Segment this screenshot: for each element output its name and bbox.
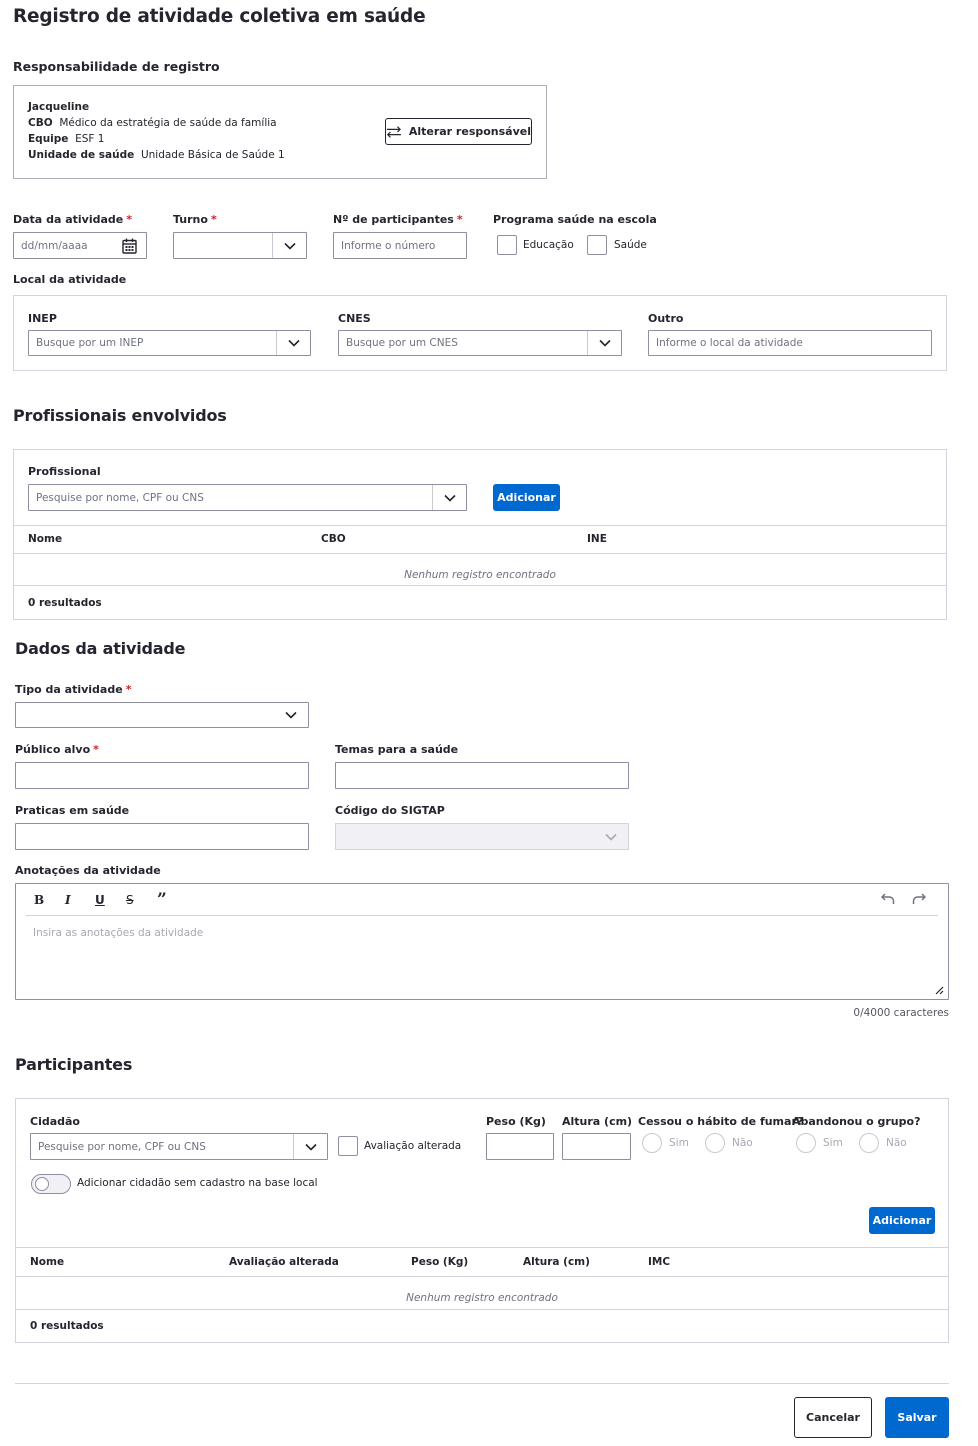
themes-input[interactable]	[335, 762, 629, 789]
quit-smoking-yes-radio[interactable]	[642, 1133, 662, 1153]
location-label: Local da atividade	[13, 273, 127, 286]
inep-dropdown-button[interactable]	[276, 331, 310, 355]
professional-dropdown-button[interactable]	[432, 485, 466, 510]
column-header-name[interactable]: Nome	[28, 533, 63, 545]
activity-type-label: Tipo da atividade *	[15, 683, 132, 696]
calendar-icon[interactable]	[122, 238, 137, 254]
shift-select[interactable]	[173, 232, 307, 259]
audience-input[interactable]	[15, 762, 309, 789]
no-registration-toggle[interactable]	[31, 1174, 71, 1194]
weight-input[interactable]	[486, 1133, 554, 1160]
swap-arrows-icon	[386, 125, 402, 139]
themes-label: Temas para a saúde	[335, 743, 459, 756]
citizen-label: Cidadão	[30, 1115, 80, 1128]
divider	[16, 1276, 948, 1277]
divider	[14, 585, 946, 586]
activity-type-dropdown-button[interactable]	[274, 703, 308, 727]
notes-label: Anotações da atividade	[15, 864, 161, 877]
column-header-ine[interactable]: INE	[587, 533, 607, 545]
save-button[interactable]: Salvar	[885, 1397, 949, 1438]
other-location-label: Outro	[648, 312, 684, 325]
left-group-yes-radio[interactable]	[796, 1133, 816, 1153]
quit-smoking-no-label: Não	[732, 1137, 753, 1149]
responsible-cbo: CBO Médico da estratégia de saúde da família	[28, 117, 277, 129]
height-label: Altura (cm)	[562, 1115, 633, 1128]
chevron-down-icon	[443, 491, 457, 505]
chevron-down-icon	[284, 708, 298, 722]
activity-type-select[interactable]	[15, 702, 309, 728]
change-responsible-button[interactable]: Alterar responsável	[385, 118, 532, 145]
responsible-name: Jacqueline	[28, 101, 90, 113]
inep-label: INEP	[28, 312, 57, 325]
professional-label: Profissional	[28, 465, 101, 478]
location-card	[13, 295, 947, 371]
divider	[14, 553, 946, 554]
cancel-button[interactable]: Cancelar	[794, 1397, 872, 1438]
participants-section-title: Participantes	[15, 1055, 133, 1074]
quit-smoking-yes-label: Sim	[669, 1137, 689, 1149]
quit-smoking-no-radio[interactable]	[705, 1133, 725, 1153]
sigtap-label: Código do SIGTAP	[335, 804, 445, 817]
left-group-no-radio[interactable]	[859, 1133, 879, 1153]
responsibility-card	[13, 85, 547, 179]
quote-button[interactable]: ”	[157, 890, 167, 910]
toolbar-divider	[26, 915, 938, 916]
altered-evaluation-label: Avaliação alterada	[364, 1140, 462, 1152]
shift-label: Turno *	[173, 213, 217, 226]
underline-button[interactable]: U	[95, 893, 105, 907]
footer-divider	[15, 1383, 949, 1384]
chevron-down-icon	[283, 239, 297, 253]
shift-dropdown-button[interactable]	[272, 233, 306, 258]
citizen-search-select[interactable]: Pesquise por nome, CPF ou CNS	[30, 1133, 328, 1160]
column-header-name[interactable]: Nome	[30, 1256, 65, 1268]
weight-label: Peso (Kg)	[486, 1115, 546, 1128]
cnes-select[interactable]: Busque por um CNES	[338, 330, 622, 356]
responsibility-section-title: Responsabilidade de registro	[13, 59, 220, 74]
strikethrough-button[interactable]: S	[126, 893, 134, 907]
professional-search-select[interactable]: Pesquise por nome, CPF ou CNS	[28, 484, 467, 511]
other-location-input[interactable]: Informe o local da atividade	[648, 330, 932, 356]
no-registration-toggle-label: Adicionar cidadão sem cadastro na base local	[77, 1177, 318, 1189]
health-label: Saúde	[614, 239, 647, 251]
professionals-section-title: Profissionais envolvidos	[13, 406, 227, 425]
citizen-dropdown-button[interactable]	[293, 1134, 327, 1159]
chevron-down-icon	[598, 336, 612, 350]
cnes-label: CNES	[338, 312, 371, 325]
school-program-label: Programa saúde na escola	[493, 213, 657, 226]
activity-data-section-title: Dados da atividade	[15, 639, 186, 658]
page-title: Registro de atividade coletiva em saúde	[13, 6, 426, 27]
audience-label: Público alvo *	[15, 743, 99, 756]
column-header-weight[interactable]: Peso (Kg)	[411, 1256, 469, 1268]
inep-select[interactable]: Busque por um INEP	[28, 330, 311, 356]
responsible-unit: Unidade de saúde Unidade Básica de Saúde 1	[28, 149, 285, 161]
column-header-altered-evaluation[interactable]: Avaliação alterada	[229, 1256, 339, 1268]
results-count: 0 resultados	[30, 1320, 104, 1332]
notes-editor[interactable]	[15, 883, 949, 1000]
participants-count-label: Nº de participantes *	[333, 213, 463, 226]
left-group-yes-label: Sim	[823, 1137, 843, 1149]
participants-card	[15, 1098, 949, 1343]
column-header-cbo[interactable]: CBO	[321, 533, 346, 545]
column-header-height[interactable]: Altura (cm)	[523, 1256, 590, 1268]
italic-button[interactable]: I	[65, 893, 71, 907]
health-checkbox[interactable]	[587, 235, 607, 255]
toggle-knob	[35, 1177, 49, 1191]
chevron-down-icon	[604, 830, 618, 844]
quit-smoking-label: Cessou o hábito de fumar?	[638, 1115, 804, 1128]
practices-label: Praticas em saúde	[15, 804, 130, 817]
date-input[interactable]: dd/mm/aaaa	[13, 232, 147, 259]
responsible-team: Equipe ESF 1	[28, 133, 105, 145]
results-count: 0 resultados	[28, 597, 102, 609]
education-checkbox[interactable]	[497, 235, 517, 255]
char-count: 0/4000 caracteres	[853, 1007, 949, 1019]
left-group-label: Abandonou o grupo?	[792, 1115, 921, 1128]
add-participant-button[interactable]: Adicionar	[869, 1207, 935, 1234]
altered-evaluation-checkbox[interactable]	[338, 1136, 358, 1156]
practices-input[interactable]	[15, 823, 309, 850]
date-label: Data da atividade *	[13, 213, 132, 226]
education-label: Educação	[523, 239, 574, 251]
participants-count-input[interactable]: Informe o número	[333, 232, 467, 259]
resize-handle-icon[interactable]	[934, 985, 944, 995]
left-group-no-label: Não	[886, 1137, 907, 1149]
divider	[14, 525, 946, 526]
divider	[16, 1247, 948, 1248]
chevron-down-icon	[287, 336, 301, 350]
notes-placeholder: Insira as anotações da atividade	[33, 927, 204, 939]
professionals-card	[13, 449, 947, 620]
sigtap-dropdown-button	[594, 824, 628, 849]
bold-button[interactable]: B	[34, 893, 45, 907]
divider	[16, 1309, 948, 1310]
add-professional-button[interactable]: Adicionar	[493, 484, 560, 511]
height-input[interactable]	[562, 1133, 631, 1160]
sigtap-select	[335, 823, 629, 850]
empty-row: Nenhum registro encontrado	[404, 569, 556, 581]
cnes-dropdown-button[interactable]	[587, 331, 621, 355]
empty-row: Nenhum registro encontrado	[406, 1292, 558, 1304]
undo-icon[interactable]	[881, 893, 895, 905]
column-header-imc[interactable]: IMC	[648, 1256, 671, 1268]
chevron-down-icon	[304, 1140, 318, 1154]
redo-icon[interactable]	[912, 893, 926, 905]
